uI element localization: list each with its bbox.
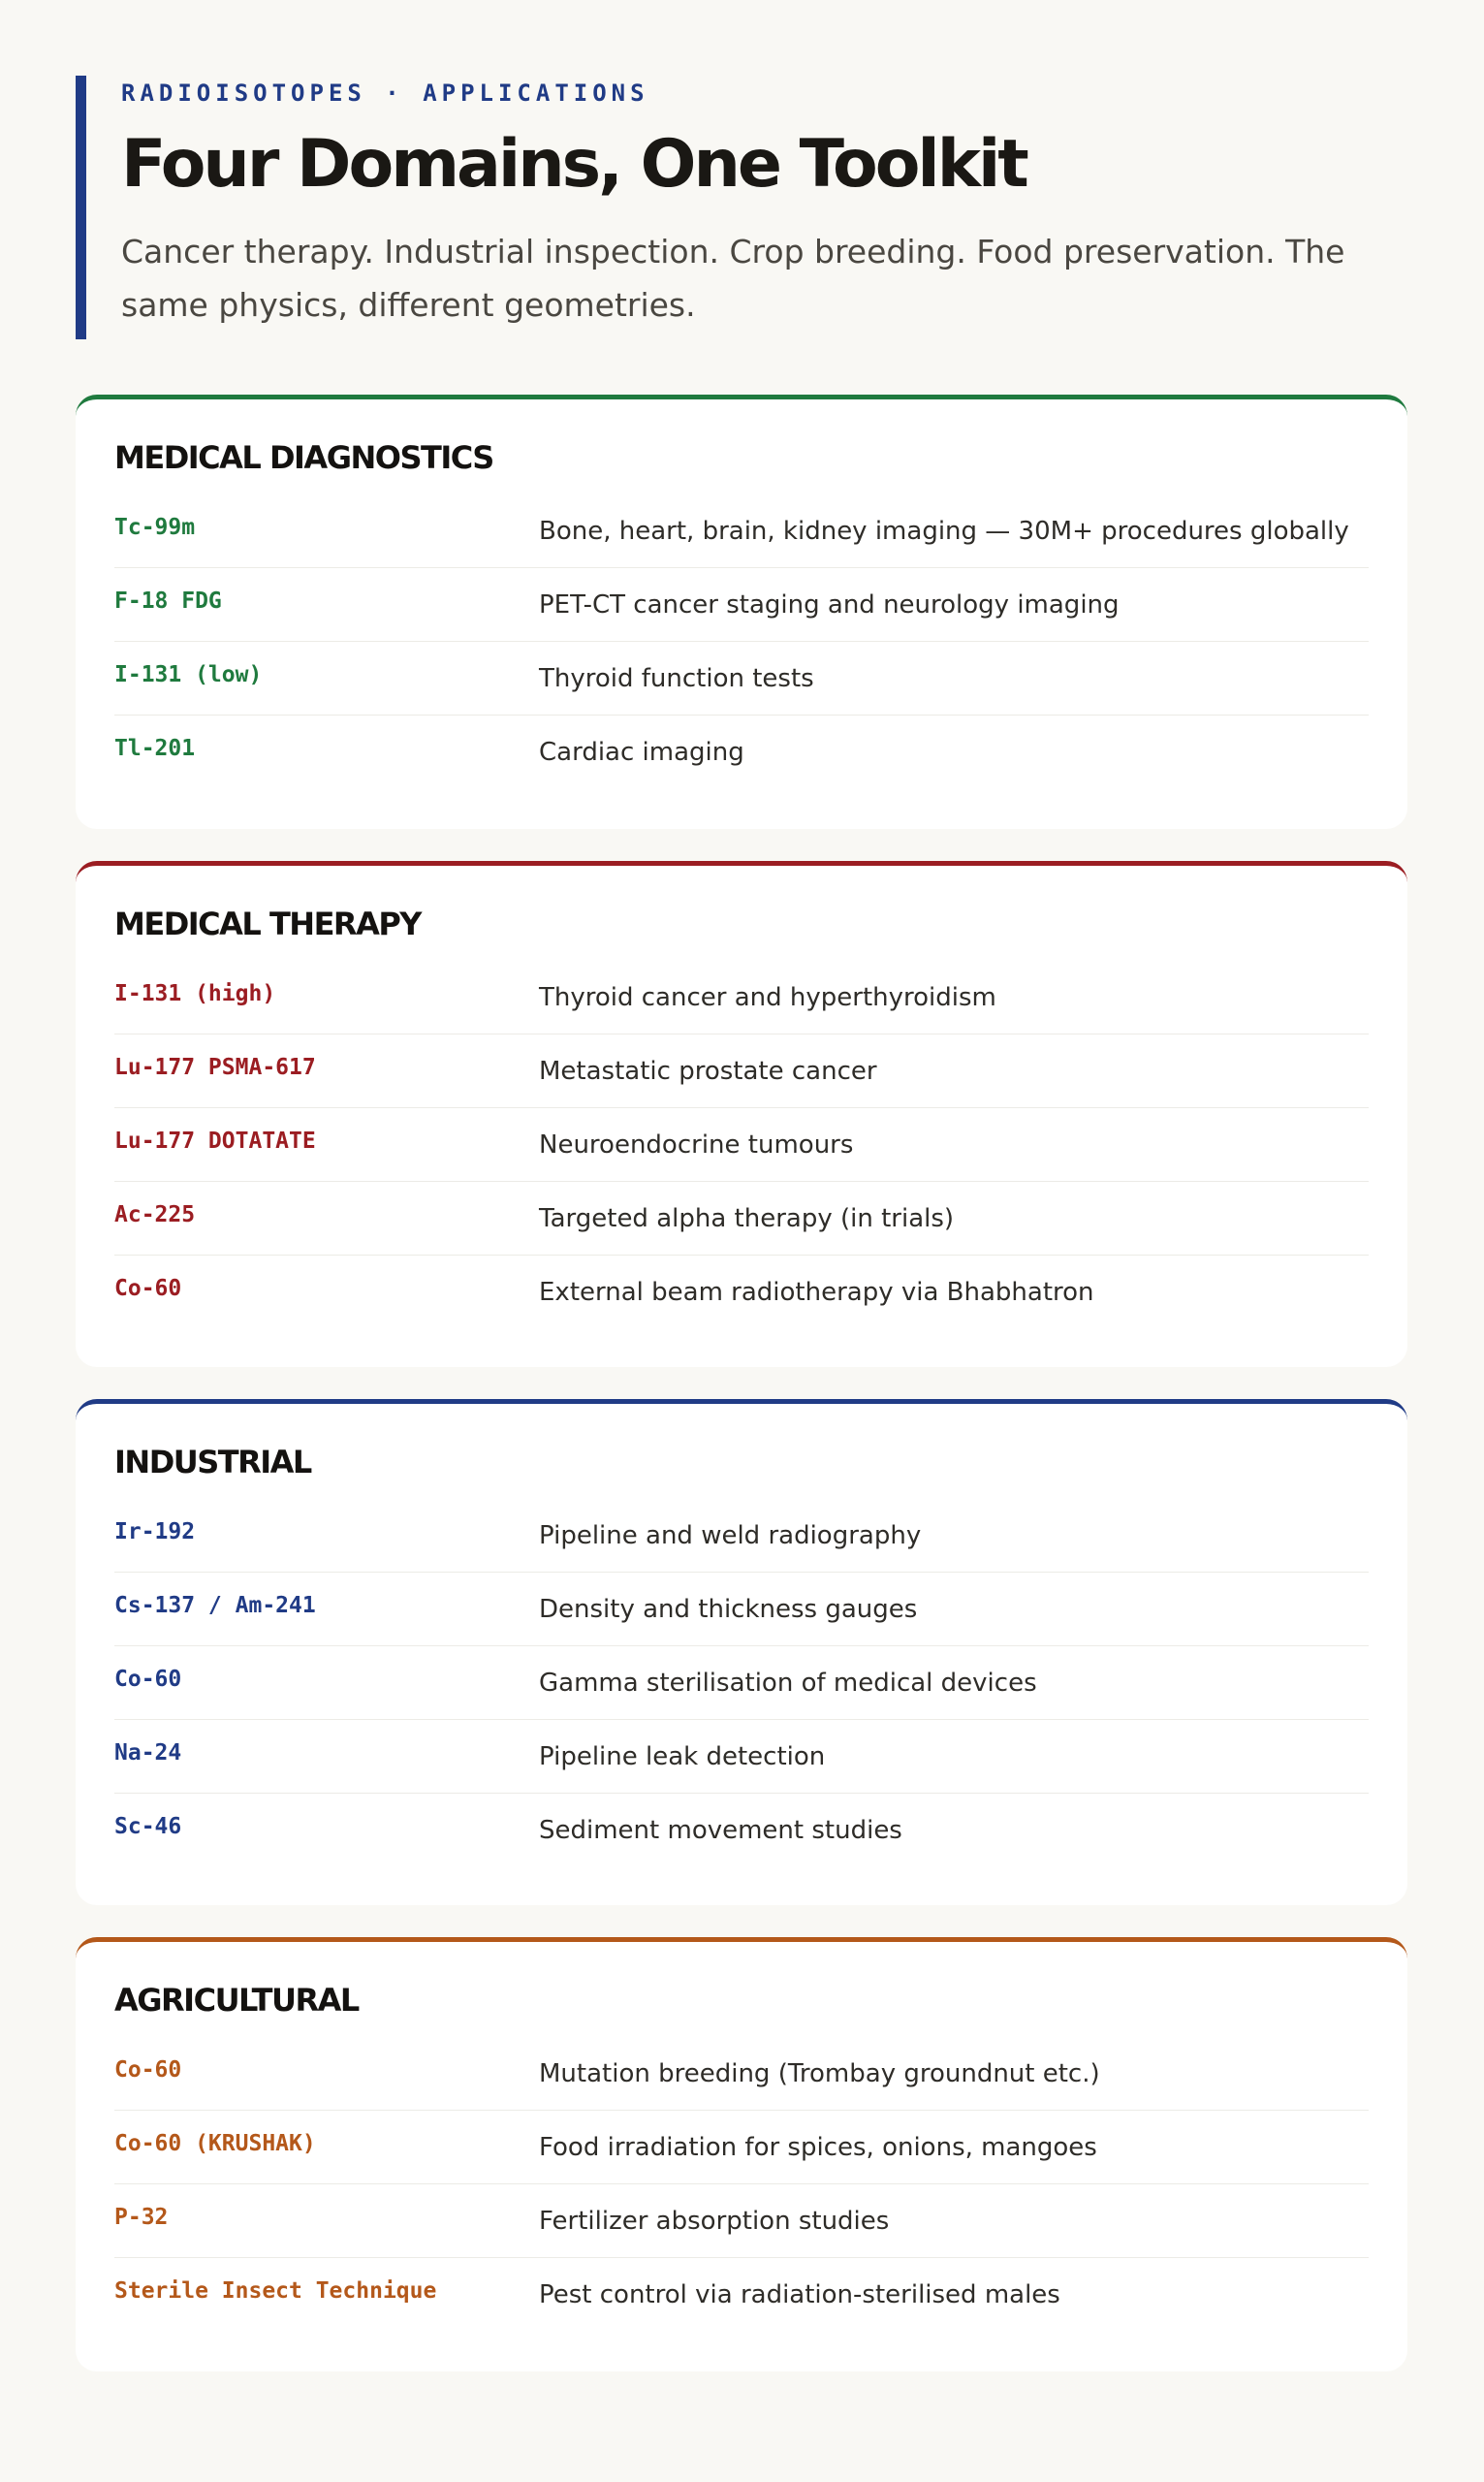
application-description: Fertilizer absorption studies <box>539 2206 890 2236</box>
table-row <box>114 2184 1369 2258</box>
isotope-name: Tl-201 <box>114 735 196 761</box>
isotope-name: P-32 <box>114 2204 169 2230</box>
table-row <box>114 1573 1369 1646</box>
table-row <box>114 716 1369 788</box>
table-row <box>114 642 1369 716</box>
application-description: Mutation breeding (Trombay groundnut etc.) <box>539 2058 1100 2088</box>
table-row <box>114 2037 1369 2111</box>
table-row <box>114 2111 1369 2184</box>
application-description: Food irradiation for spices, onions, mangoes <box>539 2132 1097 2162</box>
isotope-name: Lu-177 PSMA-617 <box>114 1054 316 1080</box>
page-title: Four Domains, One Toolkit <box>121 126 1026 203</box>
table-row <box>114 1646 1369 1720</box>
application-description: PET-CT cancer staging and neurology imaging <box>539 589 1120 620</box>
isotope-name: Co-60 (KRUSHAK) <box>114 2130 316 2156</box>
application-description: Pipeline and weld radiography <box>539 1520 922 1550</box>
section-card-agricultural <box>76 1937 1407 2371</box>
section-title: AGRICULTURAL <box>114 1982 359 2019</box>
isotope-name: Sc-46 <box>114 1813 182 1839</box>
isotope-name: Co-60 <box>114 1275 182 1301</box>
isotope-name: Ac-225 <box>114 1201 196 1227</box>
application-description: Sediment movement studies <box>539 1815 902 1845</box>
isotope-name: Sterile Insect Technique <box>114 2277 437 2304</box>
isotope-name: Tc-99m <box>114 514 196 540</box>
isotope-name: Lu-177 DOTATATE <box>114 1128 316 1154</box>
application-description: Thyroid function tests <box>539 663 814 693</box>
table-row <box>114 1720 1369 1794</box>
application-description: Density and thickness gauges <box>539 1594 918 1624</box>
application-description: Neuroendocrine tumours <box>539 1130 854 1160</box>
application-description: Cardiac imaging <box>539 737 744 767</box>
table-row <box>114 494 1369 568</box>
isotope-name: Na-24 <box>114 1739 182 1766</box>
isotope-name: Co-60 <box>114 1666 182 1692</box>
section-title: INDUSTRIAL <box>114 1444 311 1480</box>
kicker: RADIOISOTOPES · APPLICATIONS <box>121 80 649 107</box>
application-description: Pest control via radiation-sterilised males <box>539 2279 1060 2309</box>
isotope-name: I-131 (low) <box>114 661 263 687</box>
application-description: Bone, heart, brain, kidney imaging — 30M+ procedures globally <box>539 516 1349 546</box>
section-card-therapy <box>76 861 1407 1367</box>
isotope-name: F-18 FDG <box>114 588 222 614</box>
table-row <box>114 1182 1369 1256</box>
section-card-diagnostics <box>76 395 1407 829</box>
application-description: Gamma sterilisation of medical devices <box>539 1668 1037 1698</box>
table-row <box>114 1794 1369 1866</box>
section-card-industrial <box>76 1399 1407 1905</box>
table-row <box>114 1499 1369 1573</box>
table-row <box>114 961 1369 1034</box>
application-description: Metastatic prostate cancer <box>539 1056 877 1086</box>
table-row <box>114 1256 1369 1328</box>
isotope-name: Cs-137 / Am-241 <box>114 1592 316 1618</box>
table-row <box>114 568 1369 642</box>
application-description: Thyroid cancer and hyperthyroidism <box>539 982 996 1012</box>
table-row <box>114 1108 1369 1182</box>
application-description: Pipeline leak detection <box>539 1741 826 1771</box>
table-row <box>114 1034 1369 1108</box>
page-subtitle: Cancer therapy. Industrial inspection. Crop breeding. Food preservation. The same physics, different geometries. <box>121 233 1345 324</box>
isotope-name: I-131 (high) <box>114 980 276 1006</box>
application-description: Targeted alpha therapy (in trials) <box>539 1203 955 1233</box>
section-title: MEDICAL DIAGNOSTICS <box>114 439 493 476</box>
section-title: MEDICAL THERAPY <box>114 906 421 942</box>
application-description: External beam radiotherapy via Bhabhatron <box>539 1277 1094 1307</box>
isotope-name: Co-60 <box>114 2056 182 2083</box>
table-row <box>114 2258 1369 2331</box>
header <box>76 76 1413 339</box>
isotope-name: Ir-192 <box>114 1518 196 1544</box>
